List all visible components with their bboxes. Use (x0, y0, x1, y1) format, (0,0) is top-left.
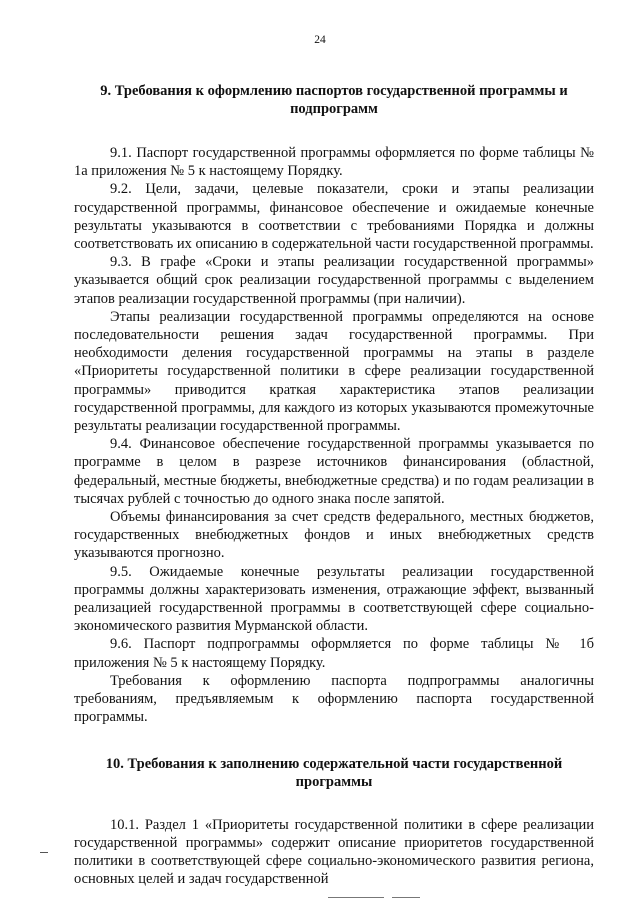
section-10-body (74, 816, 594, 889)
section-10-heading: 10. Требования к заполнению содержательной части государственной программы (105, 755, 563, 790)
paragraph-9-3-stages: Этапы реализации государственной программы определяются на основе последовательности решения задач государственной программы. При необходимости деления государственной программы на этапы в разделе «Приоритеты государственной политики в сфере реализации государственной программы» приводится краткая характеристика этапов реализации государственной программы, для каждого из которых указываются промежуточные результаты реализации государственной программы. (74, 308, 594, 435)
paragraph-9-2: 9.2. Цели, задачи, целевые показатели, сроки и этапы реализации государственной программы, финансовое обеспечение и ожидаемые конечные результаты указываются в соответствии с требованиями Порядка и должны соответствовать их описанию в содержательной части государственной программы. (74, 181, 594, 253)
footer-line-left (328, 897, 384, 898)
document-body (74, 82, 594, 888)
margin-mark (40, 852, 48, 853)
paragraph-9-6: 9.6. Паспорт подпрограммы оформляется по форме таблицы № 1б приложения № 5 к настоящему Порядку. (74, 636, 594, 671)
paragraph-9-5: 9.5. Ожидаемые конечные результаты реализации государственной программы должны характеризовать изменения, отражающие эффект, вызванный реализацией государственной программы в соответствующей сфере социально-экономического развития Мурманской области. (74, 563, 594, 635)
page-number: 24 (314, 34, 326, 46)
footer-line-right (392, 897, 420, 898)
section-9-body (74, 144, 594, 727)
section-9-heading: 9. Требования к оформлению паспортов государственной программы и подпрограмм (100, 83, 568, 117)
paragraph-9-4: 9.4. Финансовое обеспечение государственной программы указывается по программе в целом в разрезе источников финансирования (областной, федеральный, местные бюджеты, внебюджетные средства) и по годам реализации в тысячах рублей с точностью до одного знака после запятой. (74, 436, 594, 507)
paragraph-9-6-requirements: Требования к оформлению паспорта подпрограммы аналогичны требованиям, предъявляемым к оформлению паспорта государственной программы. (74, 672, 594, 726)
paragraph-9-1: 9.1. Паспорт государственной программы оформляется по форме таблицы № 1а приложения № 5 к настоящему Порядку. (74, 145, 594, 180)
paragraph-9-3: 9.3. В графе «Сроки и этапы реализации государственной программы» указывается общий срок реализации государственной программы с выделением этапов реализации государственной программы (при наличии). (74, 254, 594, 307)
paragraph-9-4-volumes: Объемы финансирования за счет средств федерального, местных бюджетов, государственных внебюджетных фондов и иных внебюджетных средств указываются прогнозно. (74, 509, 594, 562)
paragraph-10-1: 10.1. Раздел 1 «Приоритеты государственной политики в сфере реализации государственной программы» содержит описание приоритетов государственной политики в соответствующей сфере социально-экономического развития региона, основных целей и задач государственной (74, 816, 594, 888)
